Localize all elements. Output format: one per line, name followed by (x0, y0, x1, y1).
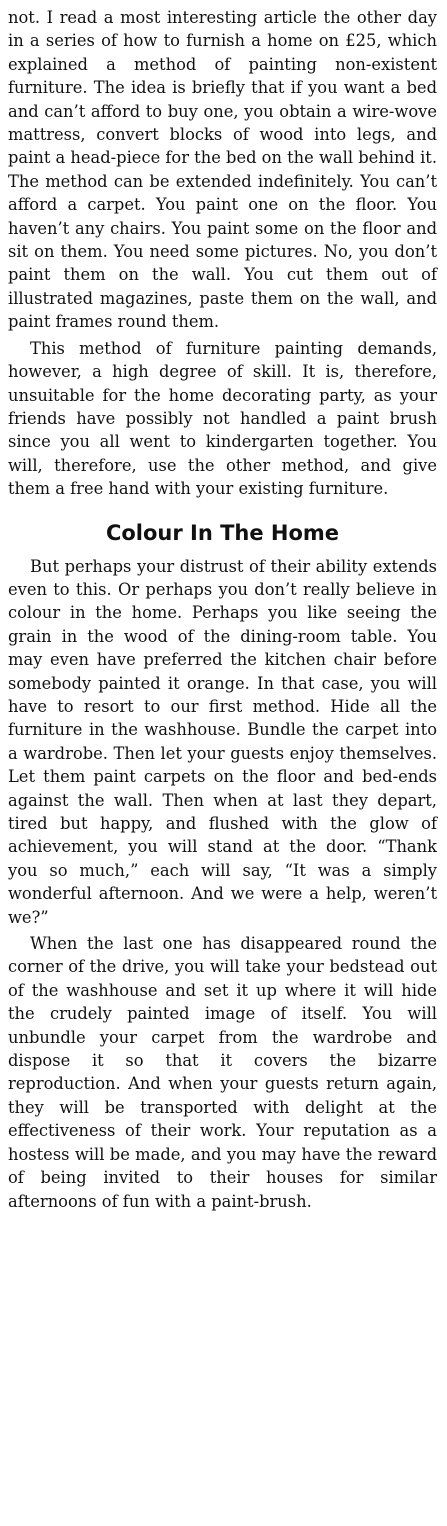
article-paragraph-1: not. I read a most interesting article the other day in a series of how to furnish a home on £25, which explained a method of painting non-existent furniture. The idea is briefly that if you want a bed and can’t afford to buy one, you obtain a wire-wove mattress, convert blocks of wood into legs, and paint a head-piece for the bed on the wall behind it. The method can be extended indefinitely. You can’t afford a carpet. You paint one on the floor. You haven’t any chairs. You paint some on the floor and sit on them. You need some pictures. No, you don’t paint them on the wall. You cut them out of illustrated magazines, paste them on the wall, and paint frames round them. (8, 8, 437, 332)
article-paragraph-4: When the last one has disappeared round the corner of the drive, you will take your bedstead out of the washhouse and set it up where it will hide the crudely painted image of itself. You will unbundle your carpet from the wardrobe and dispose it so that it covers the bizarre reproduction. And when your guests return again, they will be transported with delight at the effectiveness of their work. Your reputation as a hostess will be made, and you may have the reward of being invited to their houses for similar afternoons of fun with a paint-brush. (8, 934, 437, 1211)
section-heading: Colour In The Home (105, 520, 340, 545)
article-paragraph-2: This method of furniture painting demands, however, a high degree of skill. It is, therefore, unsuitable for the home decorating party, as your friends have possibly not handled a paint brush since you all went to kindergarten together. You will, therefore, use the other method, and give them a free hand with your existing furniture. (8, 338, 437, 499)
article-paragraph-3: But perhaps your distrust of their ability extends even to this. Or perhaps you don’t really believe in colour in the home. Perhaps you like seeing the grain in the wood of the dining-room table. You may even have preferred the kitchen chair before somebody painted it orange. In that case, you will have to resort to our first method. Hide all the furniture in the washhouse. Bundle the carpet into a wardrobe. Then let your guests enjoy themselves. Let them paint carpets on the floor and bed-ends against the wall. Then when at last they depart, tired but happy, and flushed with the glow of achievement, you will stand at the door. “Thank you so much,” each will say, “It was a simply wonderful afternoon. And we were a help, weren’t we?” (8, 556, 437, 927)
